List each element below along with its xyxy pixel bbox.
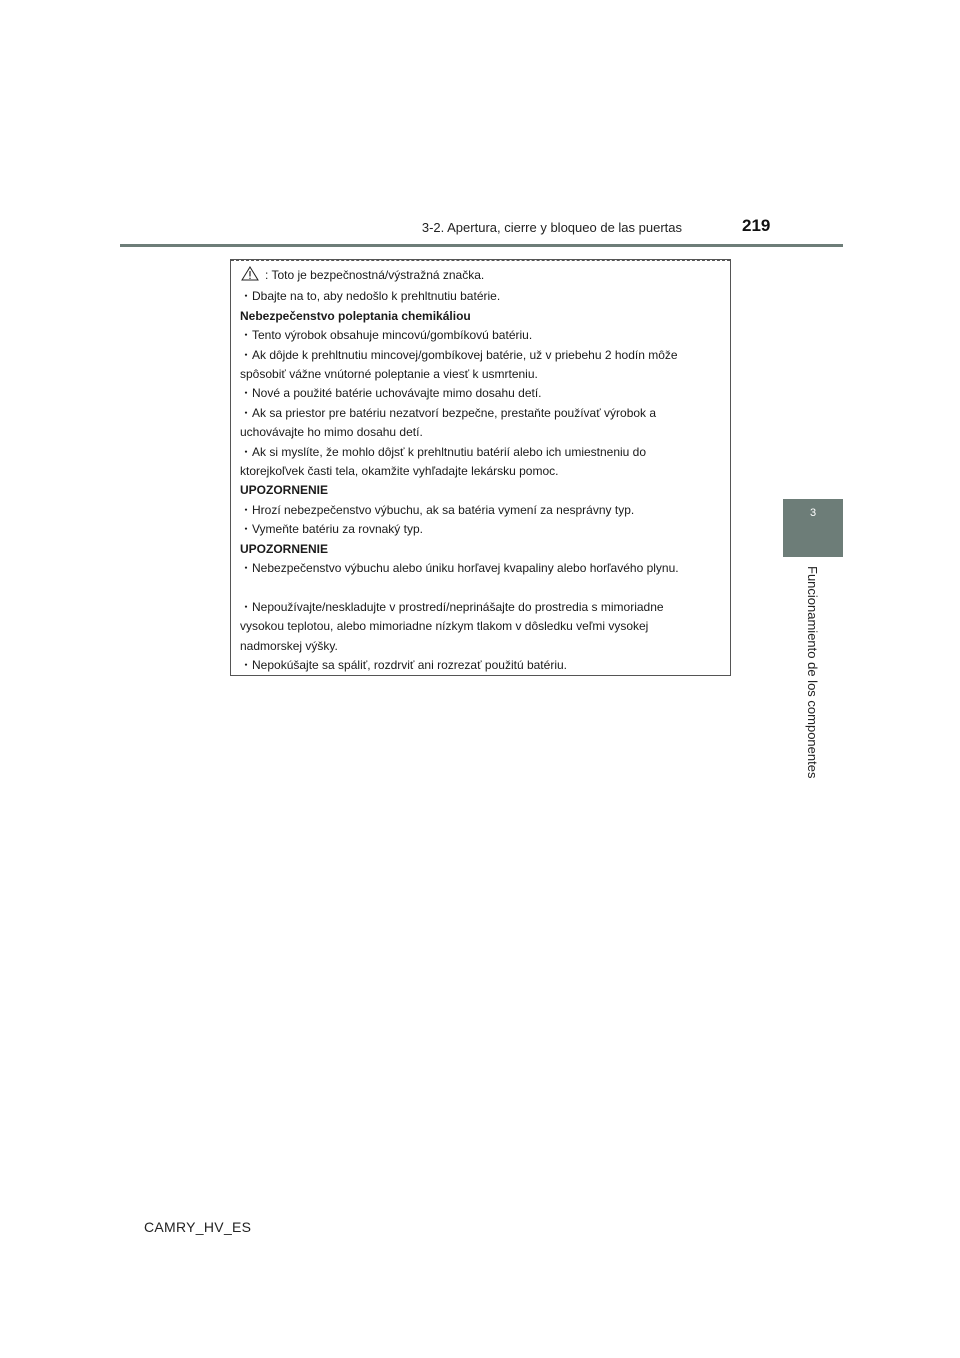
header-rule — [120, 244, 843, 247]
warning-line: ・Nebezpečenstvo výbuchu alebo úniku horľavej kvapaliny alebo horľavého plynu. — [240, 561, 679, 576]
warning-line: ・Tento výrobok obsahuje mincovú/gombíkovú batériu. — [240, 328, 533, 343]
blank-line — [240, 579, 724, 598]
chapter-tab — [783, 499, 843, 557]
warning-heading: Nebezpečenstvo poleptania chemikáliou — [240, 308, 471, 323]
caution-heading: UPOZORNENIE — [240, 483, 329, 498]
warning-symbol-caption: : Toto je bezpečnostná/výstražná značka. — [265, 268, 485, 282]
warning-line: ktorejkoľvek časti tela, okamžite vyhľadajte lekársku pomoc. — [240, 464, 559, 479]
warning-line: uchovávajte ho mimo dosahu detí. — [240, 425, 423, 440]
warning-line: ・Ak sa priestor pre batériu nezatvorí bezpečne, prestaňte používať výrobok a — [240, 405, 657, 420]
warning-content — [240, 266, 724, 676]
model-code: CAMRY_HV_ES — [144, 1219, 252, 1235]
warning-line: ・Vymeňte batériu za rovnaký typ. — [240, 522, 423, 537]
warning-line: ・Dbajte na to, aby nedošlo k prehltnutiu batérie. — [240, 289, 501, 304]
warning-triangle-icon — [241, 266, 259, 287]
warning-line: ・Hrozí nebezpečenstvo výbuchu, ak sa batéria vymení za nesprávny typ. — [240, 502, 635, 517]
warning-box — [230, 259, 731, 676]
warning-line: ・Nepoužívajte/neskladujte v prostredí/neprinášajte do prostredia s mimoriadne — [240, 599, 664, 614]
warning-line: nadmorskej výšky. — [240, 638, 338, 653]
warning-line: ・Nepokúšajte sa spáliť, rozdrviť ani rozrezať použitú batériu. — [240, 658, 567, 673]
chapter-number: 3 — [809, 507, 817, 519]
warning-line: ・Nové a použité batérie uchovávajte mimo dosahu detí. — [240, 386, 542, 401]
warning-line: vysokou teplotou, alebo mimoriadne nízkym tlakom v dôsledku veľmi vysokej — [240, 619, 649, 634]
page-number: 219 — [742, 216, 771, 235]
warning-line: spôsobiť vážne vnútorné poleptanie a viesť k usmrteniu. — [240, 367, 538, 382]
warning-box-dashed-border — [231, 260, 730, 261]
chapter-label: Funcionamiento de los componentes — [805, 566, 820, 779]
warning-symbol-line — [240, 266, 724, 287]
warning-line: ・Ak dôjde k prehltnutiu mincovej/gombíkovej batérie, už v priebehu 2 hodín môže — [240, 347, 678, 362]
section-title: 3-2. Apertura, cierre y bloqueo de las puertas — [421, 220, 682, 235]
caution-heading: UPOZORNENIE — [240, 541, 329, 556]
warning-line: ・Ak si myslíte, že mohlo dôjsť k prehltnutiu batérií alebo ich umiestneniu do — [240, 444, 647, 459]
